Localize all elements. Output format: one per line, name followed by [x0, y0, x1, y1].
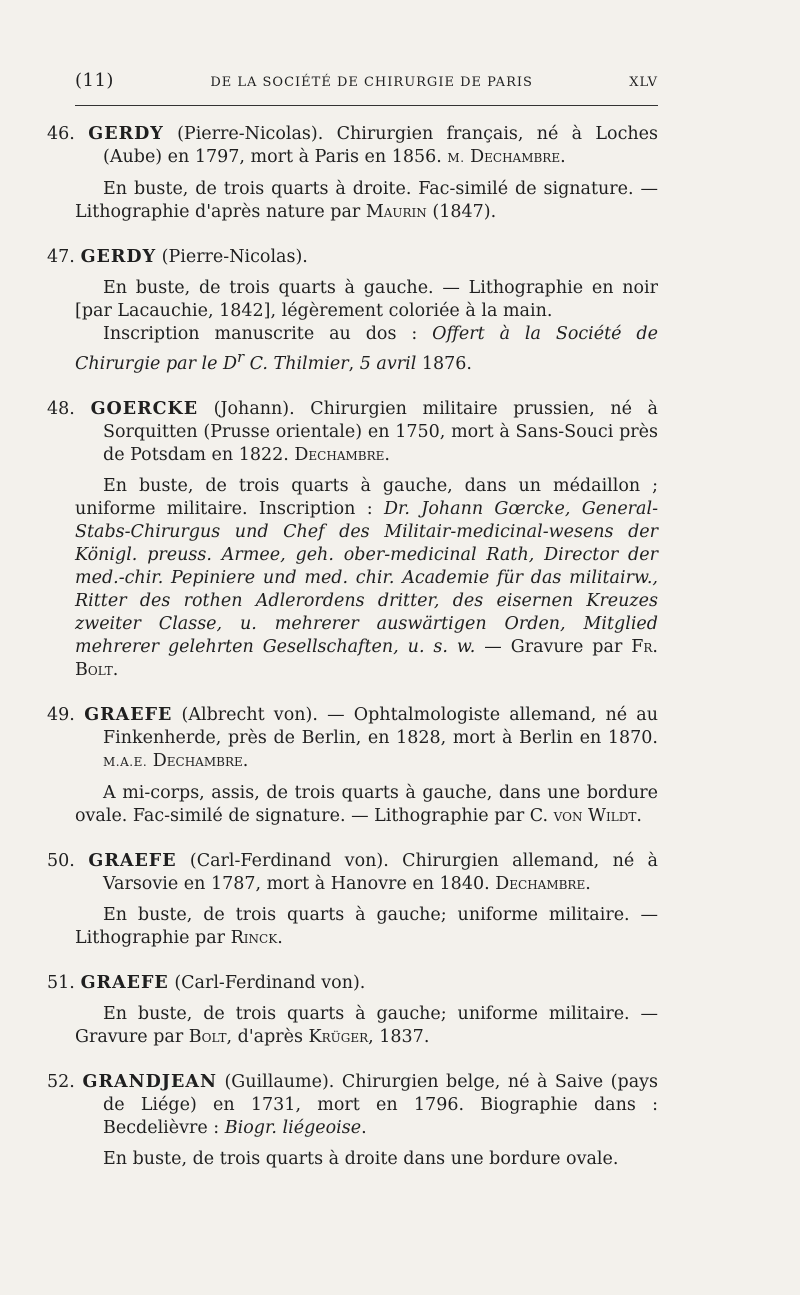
entry-name: GRAEFE [84, 704, 173, 725]
entry-46 [47, 123, 658, 224]
source-reference: Dechambre [294, 444, 385, 465]
punctuation: , [348, 353, 360, 374]
entry-name: GRAEFE [80, 972, 169, 993]
header-rule [75, 105, 658, 106]
entry-name: GERDY [88, 124, 164, 144]
entry-description [75, 475, 658, 682]
entry-description: En buste, de trois quarts à gauche. — Lithographie en noir [par Lacauchie, 1842], légèrement coloriée à la main. [75, 278, 658, 321]
entry-biography: (Pierre-Nicolas). Chirurgien français, né à Loches (Aube) en 1797, mort à Paris en 1856. [103, 124, 658, 167]
description-text: — Gravure par [475, 636, 632, 657]
punctuation: . [361, 1117, 367, 1138]
entry-heading: 47. GERDY (Pierre-Nicolas). [47, 247, 308, 267]
bibliography-title: Biogr. liégeoise [224, 1117, 362, 1138]
punctuation: . [636, 805, 642, 826]
punctuation: . [585, 873, 591, 894]
entry-description: En buste, de trois quarts à droite dans une bordure ovale. [103, 1148, 619, 1169]
inscription-text: 5 avril [359, 353, 417, 374]
source-reference: Dechambre [470, 147, 561, 167]
inscription-text: Dr. Johann Gœrcke, General-Stabs-Chirurgus und Chef des Militair-medicinal-wesens der Königl. preuss. Armee, geh. ober-medicinal Rath, Director der med.-chir. Pepiniere und med. chir. Academie für das militairw., Ritter des rothen Adlerordens dritter, des eisernen Kreuzes zweiter Classe, u. mehrerer auswärtigen Orden, Mitglied mehrerer gelehrten Gesellschaften, u. s. w. [75, 498, 658, 657]
description-text: Inscription manuscrite au dos : [103, 324, 433, 344]
punctuation: . [242, 750, 249, 771]
entry-heading: 50. GRAEFE (Carl-Ferdinand von). Chirurgien allemand, né à Varsovie en 1787, mort à Hanovre en 1840. Dechambre. [47, 850, 658, 894]
entry-inscription [75, 323, 658, 376]
entry-48 [47, 398, 658, 682]
entry-name: GERDY [80, 247, 157, 267]
artist-name: Bolt [188, 1026, 227, 1047]
entry-name: GOERCKE [90, 398, 199, 419]
running-title: DE LA SOCIÉTÉ DE CHIRURGIE DE PARIS [210, 75, 533, 90]
punctuation: . [277, 927, 283, 948]
entry-49 [47, 704, 658, 828]
inscription-text: Offert à la Société de Chirurgie par le D [75, 324, 658, 374]
inscription-superscript: r [237, 349, 245, 366]
entry-biography: (Carl-Ferdinand von). Chirurgien allemand, né à Varsovie en 1787, mort à Hanovre en 1840. [103, 850, 658, 894]
entry-52 [47, 1071, 658, 1171]
description-text: , d'après [226, 1026, 309, 1047]
source-reference: Dechambre [152, 750, 243, 771]
entry-biography: (Pierre-Nicolas). [156, 247, 308, 267]
entry-heading: 52. GRANDJEAN (Guillaume). Chirurgien belge, né à Saive (pays de Liége) en 1731, mort en 1796. Biographie dans : Becdelièvre : Biogr. liégeoise. [47, 1071, 658, 1138]
punctuation: . [112, 659, 119, 680]
entry-50 [47, 850, 658, 950]
page-number: (11) [75, 70, 114, 91]
entry-description [75, 1003, 658, 1049]
artist-name: Maurin [365, 202, 427, 222]
entry-heading: 48. GOERCKE (Johann). Chirurgien militaire prussien, né à Sorquitten (Prusse orientale) en 1750, mort à Sans-Souci près de Potsdam en 1822. Dechambre. [47, 398, 658, 465]
entry-heading: 49. GRAEFE (Albrecht von). — Ophtalmologiste allemand, né au Finkenherde, près de Berlin, en 1828, mort à Berlin en 1870. M.A.E. Dechambre. [47, 704, 658, 771]
artist-name: Fr. Bolt [75, 636, 658, 680]
source-abbreviation: M. [447, 151, 465, 165]
entry-description [75, 904, 658, 950]
entry-biography: (Carl-Ferdinand von). [168, 972, 366, 993]
catalogue-entries [47, 123, 658, 1193]
punctuation: . [384, 444, 390, 465]
entry-description [75, 178, 658, 224]
entry-heading: 46. GERDY (Pierre-Nicolas). Chirurgien français, né à Loches (Aube) en 1797, mort à Paris en 1856. M. Dechambre. [47, 124, 658, 167]
entry-heading: 51. GRAEFE (Carl-Ferdinand von). [47, 972, 366, 993]
description-text: , 1837. [368, 1026, 430, 1047]
entry-biography: (Albrecht von). — Ophtalmologiste allemand, né au Finkenherde, près de Berlin, en 1828, mort à Berlin en 1870. [103, 704, 658, 748]
source-reference: Dechambre [495, 873, 586, 894]
entry-51 [47, 972, 658, 1049]
artist-name: Krüger [308, 1026, 369, 1047]
artist-name: von Wildt [553, 805, 637, 826]
roman-page-number: XLV [629, 75, 658, 90]
punctuation: . [560, 147, 566, 167]
artist-name: Rinck [230, 927, 278, 948]
inscription-text: C. Thilmier [244, 353, 349, 374]
entry-47 [47, 246, 658, 376]
description-text: A mi-corps, assis, de trois quarts à gauche, dans une bordure ovale. Fac-similé de signature. — Lithographie par C. [75, 782, 658, 826]
entry-biography: (Johann). Chirurgien militaire prussien, né à Sorquitten (Prusse orientale) en 1750, mort à Sans-Souci près de Potsdam en 1822. [103, 398, 658, 465]
entry-description [75, 782, 658, 828]
description-text: 1876. [416, 353, 472, 374]
description-text: En buste, de trois quarts à droite. Fac-similé de signature. — Lithographie d'après nature par [75, 179, 658, 222]
description-text: En buste, de trois quarts à gauche; uniforme militaire. — Lithographie par [75, 904, 658, 948]
description-text: En buste, de trois quarts à gauche, dans un médaillon ; uniforme militaire. Inscription : [75, 475, 658, 519]
entry-name: GRAEFE [88, 850, 177, 871]
description-text: (1847). [426, 202, 497, 222]
source-abbreviation: M.A.E. [103, 754, 148, 769]
entry-biography: (Guillaume). Chirurgien belge, né à Saive (pays de Liége) en 1731, mort en 1796. Biographie dans : Becdelièvre : [103, 1071, 658, 1138]
description-text: En buste, de trois quarts à gauche; uniforme militaire. — Gravure par [75, 1003, 658, 1047]
running-header [75, 70, 658, 91]
entry-name: GRANDJEAN [82, 1071, 217, 1092]
